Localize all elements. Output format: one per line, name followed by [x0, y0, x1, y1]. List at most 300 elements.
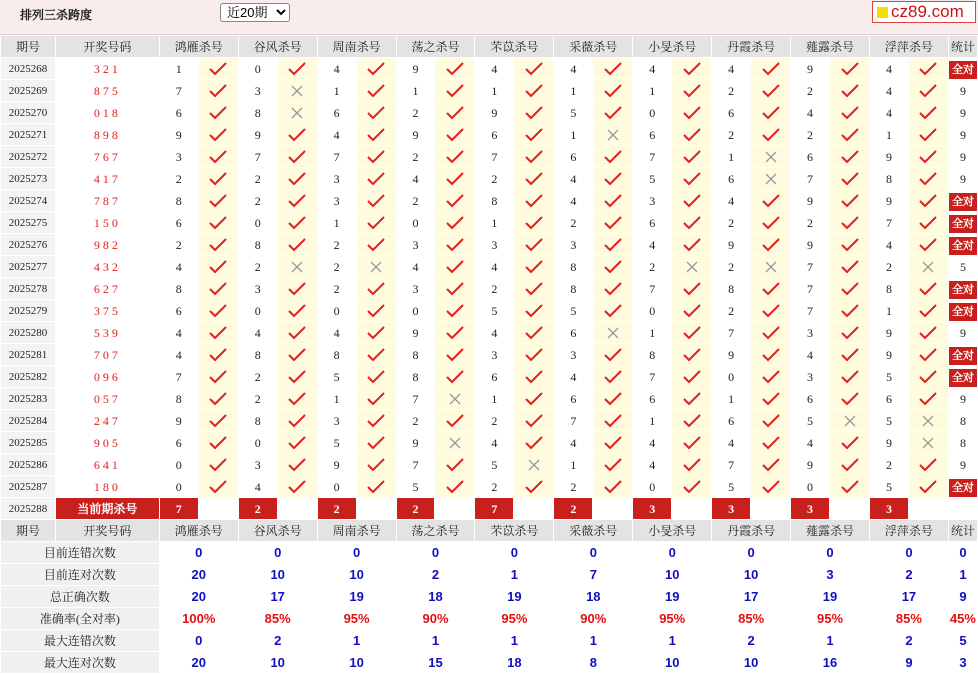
kill-number-cell: 2	[159, 168, 198, 190]
stat-total-cell: 9	[948, 586, 977, 608]
result-mark-cell	[672, 124, 712, 146]
stat-count: 8	[959, 435, 966, 450]
red-check-icon	[840, 237, 860, 253]
table-row	[1, 454, 978, 476]
kill-number-cell: 7	[633, 278, 672, 300]
result-mark-cell	[277, 168, 317, 190]
result-mark-cell	[435, 454, 475, 476]
kill-number-cell: 8	[396, 366, 435, 388]
period-cell: 2025280	[1, 322, 56, 344]
red-check-icon	[840, 215, 860, 231]
col-header-expert[interactable]: 小旻杀号	[633, 36, 712, 58]
kill-number-cell: 3	[238, 454, 277, 476]
stat-value-cell: 0	[791, 542, 870, 564]
result-mark-cell	[593, 212, 633, 234]
col-header-stat: 统计	[948, 36, 977, 58]
result-mark-cell	[514, 80, 554, 102]
stat-cell	[948, 212, 977, 234]
kill-number-cell: 5	[554, 102, 593, 124]
col-header-expert[interactable]: 薤露杀号	[791, 36, 870, 58]
kill-number-cell: 7	[791, 168, 830, 190]
kill-number-cell: 2	[396, 410, 435, 432]
red-check-icon	[208, 127, 228, 143]
result-mark-cell	[672, 80, 712, 102]
red-check-icon	[603, 369, 623, 385]
red-check-icon	[840, 391, 860, 407]
red-check-icon	[524, 61, 544, 77]
draw-number-cell: 627	[55, 278, 159, 300]
gray-cross-icon	[290, 260, 304, 274]
result-mark-cell	[356, 388, 396, 410]
red-check-icon	[840, 105, 860, 121]
table-row	[1, 58, 978, 80]
stat-value-cell: 10	[317, 564, 396, 586]
current-kill-blank	[198, 498, 238, 520]
site-logo[interactable]	[872, 1, 976, 23]
red-check-icon	[761, 391, 781, 407]
kill-number-cell: 6	[159, 300, 198, 322]
red-check-icon	[445, 347, 465, 363]
result-mark-cell	[830, 102, 870, 124]
red-check-icon	[918, 127, 938, 143]
red-check-icon	[761, 479, 781, 495]
red-check-icon	[761, 193, 781, 209]
result-mark-cell	[751, 190, 791, 212]
period-cell: 2025275	[1, 212, 56, 234]
result-mark-cell	[277, 190, 317, 212]
red-check-icon	[761, 237, 781, 253]
current-kill-blank	[593, 498, 633, 520]
red-check-icon	[445, 479, 465, 495]
current-kill-blank	[435, 498, 475, 520]
kill-number-cell: 1	[475, 80, 514, 102]
kill-number-cell: 2	[869, 454, 908, 476]
kill-number-cell: 6	[633, 124, 672, 146]
kill-number-cell: 4	[712, 432, 751, 454]
kill-number-cell: 6	[791, 388, 830, 410]
kill-number-cell: 9	[317, 454, 356, 476]
kill-number-cell: 4	[869, 102, 908, 124]
result-mark-cell	[356, 212, 396, 234]
stat-value-cell: 90%	[554, 608, 633, 630]
col-header-expert[interactable]: 荡之杀号	[396, 36, 475, 58]
kill-number-cell: 8	[475, 190, 514, 212]
red-check-icon	[918, 149, 938, 165]
red-check-icon	[208, 105, 228, 121]
red-check-icon	[208, 83, 228, 99]
all-correct-badge: 全对	[949, 369, 977, 387]
red-check-icon	[761, 127, 781, 143]
kill-number-cell: 1	[869, 124, 908, 146]
kill-number-cell: 2	[317, 278, 356, 300]
stat-cell	[948, 344, 977, 366]
red-check-icon	[524, 237, 544, 253]
red-check-icon	[287, 479, 307, 495]
red-check-icon	[603, 171, 623, 187]
kill-number-cell: 4	[869, 234, 908, 256]
red-check-icon	[682, 457, 702, 473]
red-check-icon	[208, 149, 228, 165]
stat-value-cell: 18	[396, 586, 475, 608]
red-check-icon	[208, 303, 228, 319]
table-row	[1, 344, 978, 366]
kill-number-cell: 0	[317, 476, 356, 498]
current-kill-blank	[830, 498, 870, 520]
result-mark-cell	[908, 322, 948, 344]
kill-number-cell: 7	[712, 322, 751, 344]
result-mark-cell	[435, 146, 475, 168]
red-check-icon	[603, 237, 623, 253]
col-header-expert[interactable]: 采薇杀号	[554, 36, 633, 58]
stat-value-cell: 2	[712, 630, 791, 652]
result-mark-cell	[277, 300, 317, 322]
kill-number-cell: 3	[396, 278, 435, 300]
red-check-icon	[761, 83, 781, 99]
result-mark-cell	[435, 168, 475, 190]
col-header-expert[interactable]: 浮萍杀号	[869, 520, 948, 542]
kill-number-cell: 3	[317, 190, 356, 212]
period-cell: 2025283	[1, 388, 56, 410]
current-kill-value: 3	[633, 498, 672, 520]
kill-number-cell: 7	[791, 256, 830, 278]
current-kill-value: 3	[869, 498, 908, 520]
all-correct-badge: 全对	[949, 347, 977, 365]
col-header-expert[interactable]: 谷风杀号	[238, 520, 317, 542]
current-kill-value: 2	[554, 498, 593, 520]
stat-label-cell: 最大连错次数	[1, 630, 160, 652]
result-mark-cell	[593, 234, 633, 256]
kill-number-cell: 8	[238, 344, 277, 366]
stat-value-cell: 90%	[396, 608, 475, 630]
stat-cell	[948, 300, 977, 322]
stat-value-cell: 10	[633, 652, 712, 674]
red-check-icon	[761, 215, 781, 231]
result-mark-cell	[356, 234, 396, 256]
stats-row	[1, 542, 978, 564]
col-header-expert[interactable]: 小旻杀号	[633, 520, 712, 542]
result-mark-cell	[435, 80, 475, 102]
kill-number-cell: 8	[712, 278, 751, 300]
stat-total-cell: 45%	[948, 608, 977, 630]
result-mark-cell	[514, 300, 554, 322]
red-check-icon	[366, 215, 386, 231]
result-mark-cell	[672, 476, 712, 498]
result-mark-cell	[751, 168, 791, 190]
red-check-icon	[366, 303, 386, 319]
stat-count: 9	[959, 83, 966, 98]
col-header-draw: 开奖号码	[55, 520, 159, 542]
result-mark-cell	[908, 58, 948, 80]
red-check-icon	[840, 149, 860, 165]
stat-value-cell: 0	[159, 542, 238, 564]
result-mark-cell	[514, 256, 554, 278]
stat-cell	[948, 102, 977, 124]
kill-number-cell: 1	[159, 58, 198, 80]
stat-value-cell: 20	[159, 564, 238, 586]
table-row	[1, 322, 978, 344]
result-mark-cell	[514, 190, 554, 212]
kill-number-cell: 0	[238, 212, 277, 234]
result-mark-cell	[198, 322, 238, 344]
red-check-icon	[366, 435, 386, 451]
period-select[interactable]	[220, 3, 290, 22]
red-check-icon	[287, 413, 307, 429]
gray-cross-icon	[921, 260, 935, 274]
kill-number-cell: 3	[159, 146, 198, 168]
stat-value-cell: 0	[554, 542, 633, 564]
result-mark-cell	[593, 102, 633, 124]
kill-number-cell: 0	[712, 366, 751, 388]
result-mark-cell	[277, 476, 317, 498]
red-check-icon	[208, 435, 228, 451]
draw-number-cell: 150	[55, 212, 159, 234]
stat-value-cell: 15	[396, 652, 475, 674]
result-mark-cell	[672, 256, 712, 278]
result-mark-cell	[908, 432, 948, 454]
kill-number-cell: 6	[475, 124, 514, 146]
result-mark-cell	[435, 322, 475, 344]
kill-number-cell: 6	[554, 322, 593, 344]
result-mark-cell	[830, 190, 870, 212]
kill-number-cell: 9	[712, 234, 751, 256]
draw-number-cell: 096	[55, 366, 159, 388]
result-mark-cell	[435, 388, 475, 410]
stat-value-cell: 9	[869, 652, 948, 674]
red-check-icon	[445, 259, 465, 275]
table-row	[1, 300, 978, 322]
kill-number-cell: 6	[554, 146, 593, 168]
kill-number-cell: 4	[554, 58, 593, 80]
col-header-expert[interactable]: 鸿雁杀号	[159, 520, 238, 542]
header-row	[1, 520, 978, 542]
draw-number-cell: 787	[55, 190, 159, 212]
red-check-icon	[840, 193, 860, 209]
col-header-expert[interactable]: 采薇杀号	[554, 520, 633, 542]
col-header-period: 期号	[1, 520, 56, 542]
stat-cell	[948, 410, 977, 432]
col-header-expert[interactable]: 鸿雁杀号	[159, 36, 238, 58]
kill-number-cell: 3	[554, 344, 593, 366]
red-check-icon	[603, 149, 623, 165]
red-check-icon	[761, 325, 781, 341]
col-header-expert[interactable]: 周南杀号	[317, 520, 396, 542]
draw-number-cell: 707	[55, 344, 159, 366]
red-check-icon	[761, 105, 781, 121]
stat-value-cell: 95%	[633, 608, 712, 630]
result-mark-cell	[672, 410, 712, 432]
red-check-icon	[287, 193, 307, 209]
stat-cell	[948, 278, 977, 300]
kill-number-cell: 1	[633, 80, 672, 102]
red-check-icon	[366, 83, 386, 99]
red-check-icon	[682, 347, 702, 363]
col-header-expert[interactable]: 谷风杀号	[238, 36, 317, 58]
stat-value-cell: 17	[869, 586, 948, 608]
kill-number-cell: 8	[238, 102, 277, 124]
result-mark-cell	[514, 124, 554, 146]
result-mark-cell	[908, 124, 948, 146]
table-row	[1, 366, 978, 388]
result-mark-cell	[198, 58, 238, 80]
result-mark-cell	[751, 344, 791, 366]
draw-number-cell: 057	[55, 388, 159, 410]
stat-total-cell: 1	[948, 564, 977, 586]
result-mark-cell	[356, 124, 396, 146]
kill-number-cell: 5	[475, 454, 514, 476]
red-check-icon	[840, 281, 860, 297]
result-mark-cell	[277, 212, 317, 234]
result-mark-cell	[198, 454, 238, 476]
result-mark-cell	[593, 278, 633, 300]
red-check-icon	[682, 193, 702, 209]
result-mark-cell	[593, 410, 633, 432]
red-check-icon	[603, 259, 623, 275]
red-check-icon	[761, 435, 781, 451]
result-mark-cell	[435, 102, 475, 124]
kill-number-cell: 1	[633, 410, 672, 432]
result-mark-cell	[672, 278, 712, 300]
kill-number-cell: 2	[159, 234, 198, 256]
stat-cell	[948, 190, 977, 212]
red-check-icon	[603, 479, 623, 495]
result-mark-cell	[830, 388, 870, 410]
col-header-expert[interactable]: 丹霞杀号	[712, 36, 791, 58]
stat-cell	[948, 58, 977, 80]
col-header-expert[interactable]: 荡之杀号	[396, 520, 475, 542]
kill-number-cell: 4	[554, 366, 593, 388]
gray-cross-icon	[764, 172, 778, 186]
result-mark-cell	[908, 234, 948, 256]
red-check-icon	[918, 457, 938, 473]
result-mark-cell	[277, 146, 317, 168]
result-mark-cell	[198, 212, 238, 234]
result-mark-cell	[908, 278, 948, 300]
kill-number-cell: 1	[712, 388, 751, 410]
result-mark-cell	[356, 168, 396, 190]
red-check-icon	[682, 391, 702, 407]
result-mark-cell	[356, 146, 396, 168]
red-check-icon	[682, 281, 702, 297]
result-mark-cell	[435, 234, 475, 256]
kill-number-cell: 1	[475, 388, 514, 410]
red-check-icon	[366, 61, 386, 77]
kill-number-cell: 2	[712, 256, 751, 278]
red-check-icon	[445, 369, 465, 385]
kill-number-cell: 3	[633, 190, 672, 212]
kill-number-cell: 6	[159, 212, 198, 234]
period-cell: 2025269	[1, 80, 56, 102]
col-header-expert[interactable]: 薤露杀号	[791, 520, 870, 542]
kill-number-cell: 8	[317, 344, 356, 366]
stat-count: 9	[959, 149, 966, 164]
kill-number-cell: 7	[869, 212, 908, 234]
red-check-icon	[208, 61, 228, 77]
kill-number-cell: 3	[238, 278, 277, 300]
kill-number-cell: 0	[633, 476, 672, 498]
kill-number-cell: 5	[633, 168, 672, 190]
draw-number-cell: 180	[55, 476, 159, 498]
kill-number-cell: 6	[712, 410, 751, 432]
kill-number-cell: 7	[554, 410, 593, 432]
red-check-icon	[287, 215, 307, 231]
col-header-expert[interactable]: 芣苡杀号	[475, 520, 554, 542]
current-kill-blank	[277, 498, 317, 520]
kill-number-cell: 4	[475, 256, 514, 278]
red-check-icon	[761, 61, 781, 77]
result-mark-cell	[751, 410, 791, 432]
kill-number-cell: 5	[317, 432, 356, 454]
result-mark-cell	[356, 454, 396, 476]
result-mark-cell	[751, 388, 791, 410]
kill-number-cell: 6	[317, 102, 356, 124]
kill-number-cell: 4	[633, 454, 672, 476]
col-header-expert[interactable]: 丹霞杀号	[712, 520, 791, 542]
red-check-icon	[287, 435, 307, 451]
draw-number-cell: 417	[55, 168, 159, 190]
kill-number-cell: 1	[554, 124, 593, 146]
kill-number-cell: 0	[317, 300, 356, 322]
red-check-icon	[918, 105, 938, 121]
result-mark-cell	[751, 300, 791, 322]
current-kill-value: 3	[712, 498, 751, 520]
all-correct-badge: 全对	[949, 479, 977, 497]
table-row	[1, 168, 978, 190]
col-header-expert[interactable]: 芣苡杀号	[475, 36, 554, 58]
kill-number-cell: 4	[396, 168, 435, 190]
kill-number-cell: 1	[317, 80, 356, 102]
gray-cross-icon	[290, 106, 304, 120]
stat-value-cell: 20	[159, 652, 238, 674]
red-check-icon	[603, 413, 623, 429]
result-mark-cell	[435, 344, 475, 366]
result-mark-cell	[908, 300, 948, 322]
result-mark-cell	[830, 124, 870, 146]
result-mark-cell	[198, 146, 238, 168]
all-correct-badge: 全对	[949, 237, 977, 255]
result-mark-cell	[908, 388, 948, 410]
kill-number-cell: 2	[317, 256, 356, 278]
red-check-icon	[761, 303, 781, 319]
kill-number-cell: 0	[791, 476, 830, 498]
stat-label-cell: 最大连对次数	[1, 652, 160, 674]
red-check-icon	[208, 391, 228, 407]
kill-number-cell: 9	[712, 344, 751, 366]
kill-number-cell: 4	[633, 432, 672, 454]
result-mark-cell	[751, 80, 791, 102]
red-check-icon	[287, 149, 307, 165]
red-check-icon	[445, 171, 465, 187]
kill-number-cell: 0	[633, 300, 672, 322]
result-mark-cell	[672, 234, 712, 256]
result-mark-cell	[435, 278, 475, 300]
gray-cross-icon	[764, 150, 778, 164]
result-mark-cell	[198, 102, 238, 124]
result-mark-cell	[908, 476, 948, 498]
kill-number-cell: 7	[791, 300, 830, 322]
result-mark-cell	[908, 454, 948, 476]
red-check-icon	[208, 325, 228, 341]
result-mark-cell	[751, 454, 791, 476]
red-check-icon	[682, 149, 702, 165]
col-header-expert[interactable]: 浮萍杀号	[869, 36, 948, 58]
red-check-icon	[445, 127, 465, 143]
red-check-icon	[366, 281, 386, 297]
kill-number-cell: 8	[554, 278, 593, 300]
all-correct-badge: 全对	[949, 61, 977, 79]
col-header-expert[interactable]: 周南杀号	[317, 36, 396, 58]
result-mark-cell	[277, 344, 317, 366]
stat-value-cell: 0	[238, 542, 317, 564]
